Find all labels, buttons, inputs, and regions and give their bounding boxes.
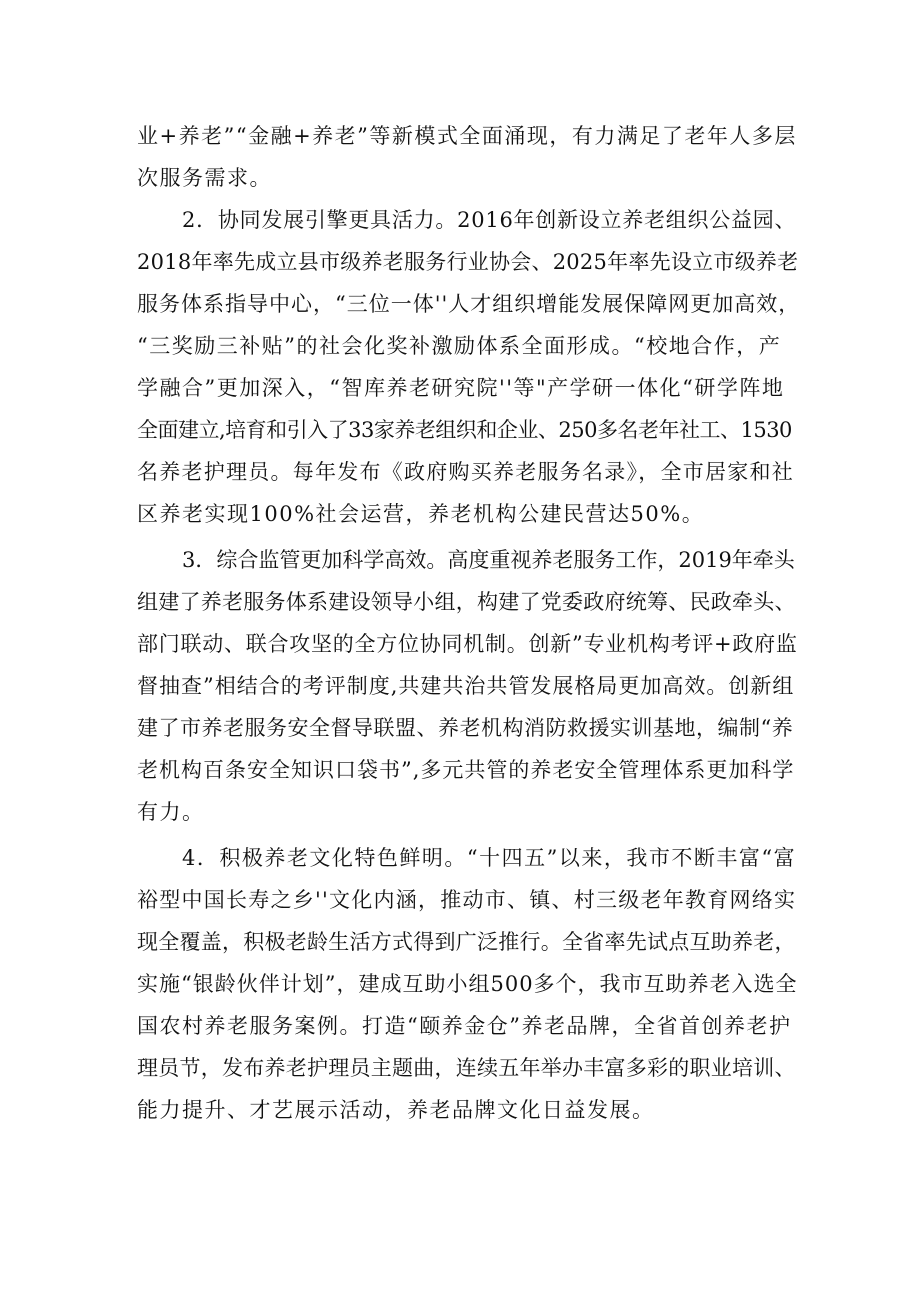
- paragraph-2-line-3: 服务体系指导中心，“三位一体''人才组织增能发展保障网更加高效，: [137, 292, 801, 316]
- paragraph-4-line-6: 理员节，发布养老护理员主题曲，连续五年举办丰富多彩的职业培训、: [137, 1056, 796, 1080]
- paragraph-3-line-6: 老机构百条安全知识口袋书”,多元共管的养老安全管理体系更加科学: [137, 758, 795, 782]
- paragraph-3-line-4: 督抽查”相结合的考评制度,共建共治共管发展格局更加高效。创新组: [137, 674, 795, 698]
- paragraph-2-line-8: 区养老实现100%社会运营，养老机构公建民营达50%。: [137, 502, 705, 526]
- paragraph-3-line-2: 组建了养老服务体系建设领导小组，构建了党委政府统筹、民政牵头、: [137, 590, 796, 614]
- paragraph-2-line-5: 学融合”更加深入，“智库养老研究院''等"产学研一体化“研学阵地: [137, 376, 785, 400]
- paragraph-4-line-1: 4．积极养老文化特色鲜明。“十四五”以来，我市不断丰富“富: [182, 846, 797, 870]
- paragraph-2-line-4: “三奖励三补贴”的社会化奖补激励体系全面形成。“校地合作，产: [137, 334, 782, 358]
- paragraph-1-line-2: 次服务需求。: [137, 166, 272, 190]
- paragraph-2-line-6: 全面建立,培育和引入了33家养老组织和企业、250多名老年社工、1530: [137, 418, 792, 442]
- paragraph-4-line-5: 国农村养老服务案例。打造“颐养金仓”养老品牌，全省首创养老护: [137, 1014, 792, 1038]
- paragraph-4-line-7: 能力提升、才艺展示活动，养老品牌文化日益发展。: [137, 1098, 655, 1122]
- paragraph-2-line-2: 2018年率先成立县市级养老服务行业协会、2025年率先设立市级养老: [137, 250, 799, 274]
- paragraph-1-line-1: 业+养老”“金融+养老”等新模式全面涌现，有力满足了老年人多层: [137, 124, 797, 148]
- paragraph-3-line-5: 建了市养老服务安全督导联盟、养老机构消防救援实训基地，编制“养: [137, 716, 794, 740]
- paragraph-2-line-7: 名养老护理员。每年发布《政府购买养老服务名录》，全市居家和社: [137, 460, 794, 484]
- paragraph-2-line-1: 2．协同发展引擎更具活力。2016年创新设立养老组织公益园、: [182, 208, 797, 232]
- paragraph-4-line-3: 现全覆盖，积极老龄生活方式得到广泛推行。全省率先试点互助养老，: [137, 930, 796, 954]
- paragraph-3-line-3: 部门联动、联合攻坚的全方位协同机制。创新”专业机构考评+政府监: [137, 632, 798, 656]
- paragraph-3-line-7: 有力。: [137, 800, 205, 824]
- paragraph-3-line-1: 3．综合监管更加科学高效。高度重视养老服务工作，2019年牵头: [182, 548, 795, 572]
- paragraph-4-line-4: 实施“银龄伙伴计划”，建成互助小组500多个，我市互助养老入选全: [137, 972, 798, 996]
- paragraph-4-line-2: 裕型中国长寿之乡''文化内涵，推动市、镇、村三级老年教育网络实: [137, 888, 797, 912]
